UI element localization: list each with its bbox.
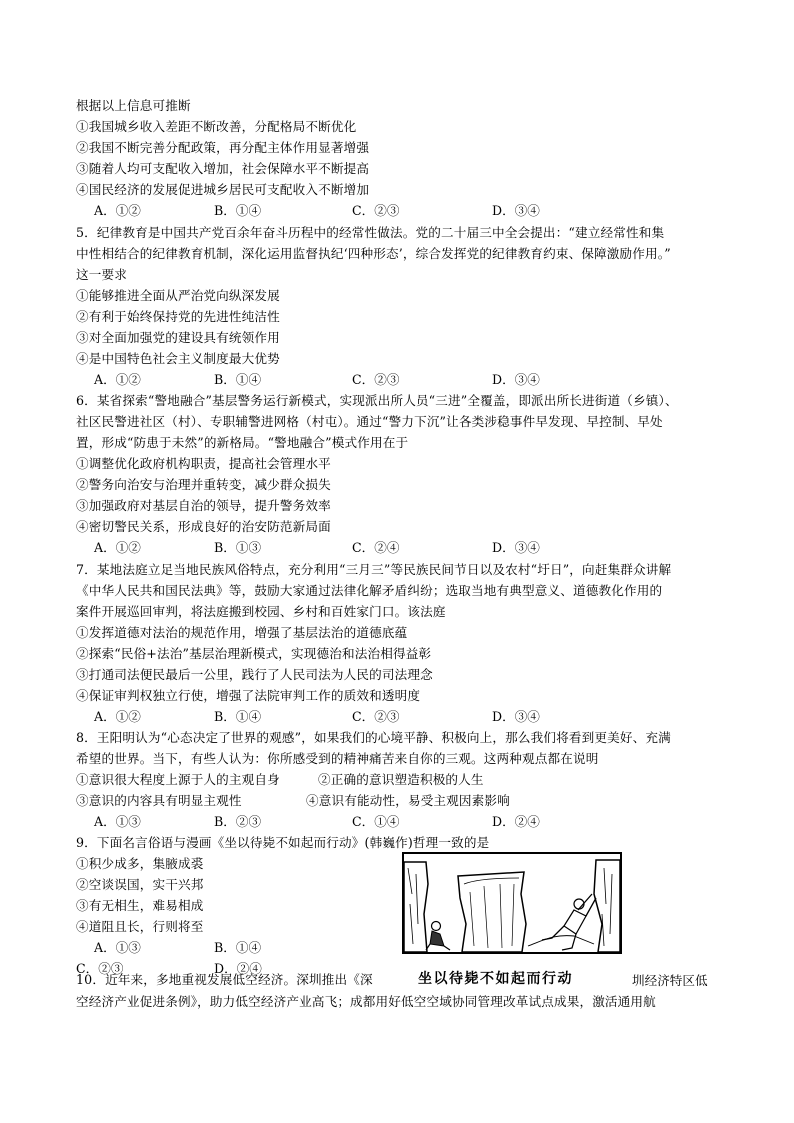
q10-stem-left: 10．近年来，多地重视发展低空经济。深圳推出《深 (76, 972, 373, 987)
q4-option: ④国民经济的发展促进城乡居民可支配收入不断增加 (76, 182, 370, 197)
q9-option: ①积少成多，集腋成裘 (76, 856, 204, 871)
q6-stem: 6．某省探索“警地融合”基层警务运行新模式，实现派出所人员“三进”全覆盖，即派出所长进街道（乡镇）、 (76, 393, 678, 408)
q7-stem: 《中华人民共和国民法典》等，鼓励大家通过法律化解矛盾纠纷；选取当地有典型意义、道德教化作用的 (76, 583, 663, 598)
choice-b[interactable]: B．①④ (214, 372, 262, 387)
choice-d[interactable]: D．③④ (492, 540, 540, 555)
choice-d[interactable]: D．③④ (492, 709, 540, 724)
q7-option: ④保证审判权独立行使，增强了法院审判工作的质效和透明度 (76, 688, 421, 703)
choice-b[interactable]: B．①④ (214, 940, 262, 955)
choice-a[interactable]: A．①② (94, 709, 141, 724)
q8-option: ①意识很大程度上源于人的主观自身 (76, 772, 280, 787)
choice-a[interactable]: A．①③ (94, 814, 141, 829)
q9-option: ④道阻且长，行则将至 (76, 919, 204, 934)
q6-option: ④密切警民关系，形成良好的治安防范新局面 (76, 519, 331, 534)
q4-option: ②我国不断完善分配政策，再分配主体作用显著增强 (76, 140, 370, 155)
q7-stem: 7．某地法庭立足当地民族风俗特点，充分利用“三月三”等民族民间节日以及农村“圩日”，向赶集群众讲解 (76, 562, 672, 577)
choice-d[interactable]: D．③④ (492, 372, 540, 387)
q5-option: ③对全面加强党的建设具有统领作用 (76, 330, 280, 345)
q5-stem: 5．纪律教育是中国共产党百余年奋斗历程中的经常性做法。党的二十届三中全会提出：“建立经常性和集 (76, 225, 665, 240)
ground-line (528, 936, 594, 946)
q10-stem-right: 圳经济特区低 (632, 973, 708, 988)
q7-option: ③打通司法便民最后一公里，践行了人民司法为人民的司法理念 (76, 667, 433, 682)
choice-a[interactable]: A．①② (94, 540, 141, 555)
q9-option: ③有无相生，难易相成 (76, 898, 204, 913)
choice-d[interactable]: D．②④ (492, 814, 540, 829)
climbing-figure-body (564, 910, 586, 934)
intro-line: 根据以上信息可推断 (76, 98, 191, 113)
choice-c[interactable]: C．②③ (352, 372, 400, 387)
q4-option: ③随着人均可支配收入增加，社会保障水平不断提高 (76, 161, 370, 176)
q8-options-row (76, 770, 484, 790)
center-pillar (458, 872, 526, 952)
choice-c[interactable]: C．②③ (352, 709, 400, 724)
q6-option: ①调整优化政府机构职责，提高社会管理水平 (76, 456, 331, 471)
choice-b[interactable]: B．①④ (214, 203, 262, 218)
choice-d[interactable]: D．③④ (492, 203, 540, 218)
q6-stem: 置，形成“防患于未然”的新格局。“警地融合”模式作用在于 (76, 435, 409, 450)
q8-stem: 8．王阳明认为“心态决定了世界的观感”，如果我们的心境平静、积极向上，那么我们将看到更美好、充满 (76, 730, 671, 745)
q8-option: ②正确的意识塑造积极的人生 (318, 772, 484, 787)
choice-a[interactable]: A．①③ (94, 940, 141, 955)
q10-stem: 空经济产业促进条例》，助力低空经济产业高飞；成都用好低空空域协同管理改革试点成果，激活通用航 (76, 994, 656, 1009)
q5-option: ④是中国特色社会主义制度最大优势 (76, 351, 280, 366)
choice-c[interactable]: C．②④ (352, 540, 400, 555)
choice-b[interactable]: B．①④ (214, 709, 262, 724)
q8-options-row (76, 791, 510, 811)
sitting-figure-body (430, 931, 444, 946)
q7-option: ②探索“民俗+法治”基层治理新模式，实现德治和法治相得益彰 (76, 646, 432, 661)
q8-option: ④意识有能动性，易受主观因素影响 (306, 793, 510, 808)
comic-drawing (404, 854, 620, 952)
q4-option: ①我国城乡收入差距不断改善，分配格局不断优化 (76, 119, 357, 134)
q8-option: ③意识的内容具有明显主观性 (76, 793, 242, 808)
q7-stem: 案件开展巡回审判，将法庭搬到校园、乡村和百姓家门口。该法庭 (76, 604, 446, 619)
q8-stem: 希望的世界。当下，有些人认为：你所感受到的精神痛苦来自你的三观。这两种观点都在说明 (76, 751, 599, 766)
choice-a[interactable]: A．①② (94, 372, 141, 387)
q5-option: ①能够推进全面从严治党向纵深发展 (76, 288, 280, 303)
comic-caption: 坐以待毙不如起而行动 (418, 971, 573, 987)
choice-d[interactable]: D．②④ (214, 961, 262, 976)
q5-stem: 中性相结合的纪律教育机制，深化运用监督执纪‘四种形态’，综合发挥党的纪律教育约束、保障激励作用。” (76, 246, 671, 261)
q7-option: ①发挥道德对法治的规范作用，增强了基层法治的道德底蕴 (76, 625, 408, 640)
sitting-figure-head (432, 922, 441, 931)
q6-option: ②警务向治安与治理并重转变，减少群众损失 (76, 477, 331, 492)
choice-c[interactable]: C．②③ (76, 961, 124, 976)
q6-option: ③加强政府对基层自治的领导，提升警务效率 (76, 498, 331, 513)
q5-option: ②有利于始终保持党的先进性纯洁性 (76, 309, 280, 324)
q6-stem: 社区民警进社区（村）、专职辅警进网格（村屯）。通过“警力下沉”让各类涉稳事件早发现、早控制、早处 (76, 414, 663, 429)
choice-a[interactable]: A．①② (94, 203, 141, 218)
right-cliff (594, 860, 620, 952)
choice-c[interactable]: C．②③ (352, 203, 400, 218)
choice-b[interactable]: B．②③ (214, 814, 262, 829)
q9-stem: 9．下面名言俗语与漫画《坐以待毙不如起而行动》(韩巍作)哲理一致的是 (76, 835, 490, 850)
choice-c[interactable]: C．①④ (352, 814, 400, 829)
q9-option: ②空谈误国，实干兴邦 (76, 877, 204, 892)
choice-b[interactable]: B．①③ (214, 540, 262, 555)
comic-illustration (402, 852, 622, 954)
q5-stem: 这一要求 (76, 267, 127, 282)
